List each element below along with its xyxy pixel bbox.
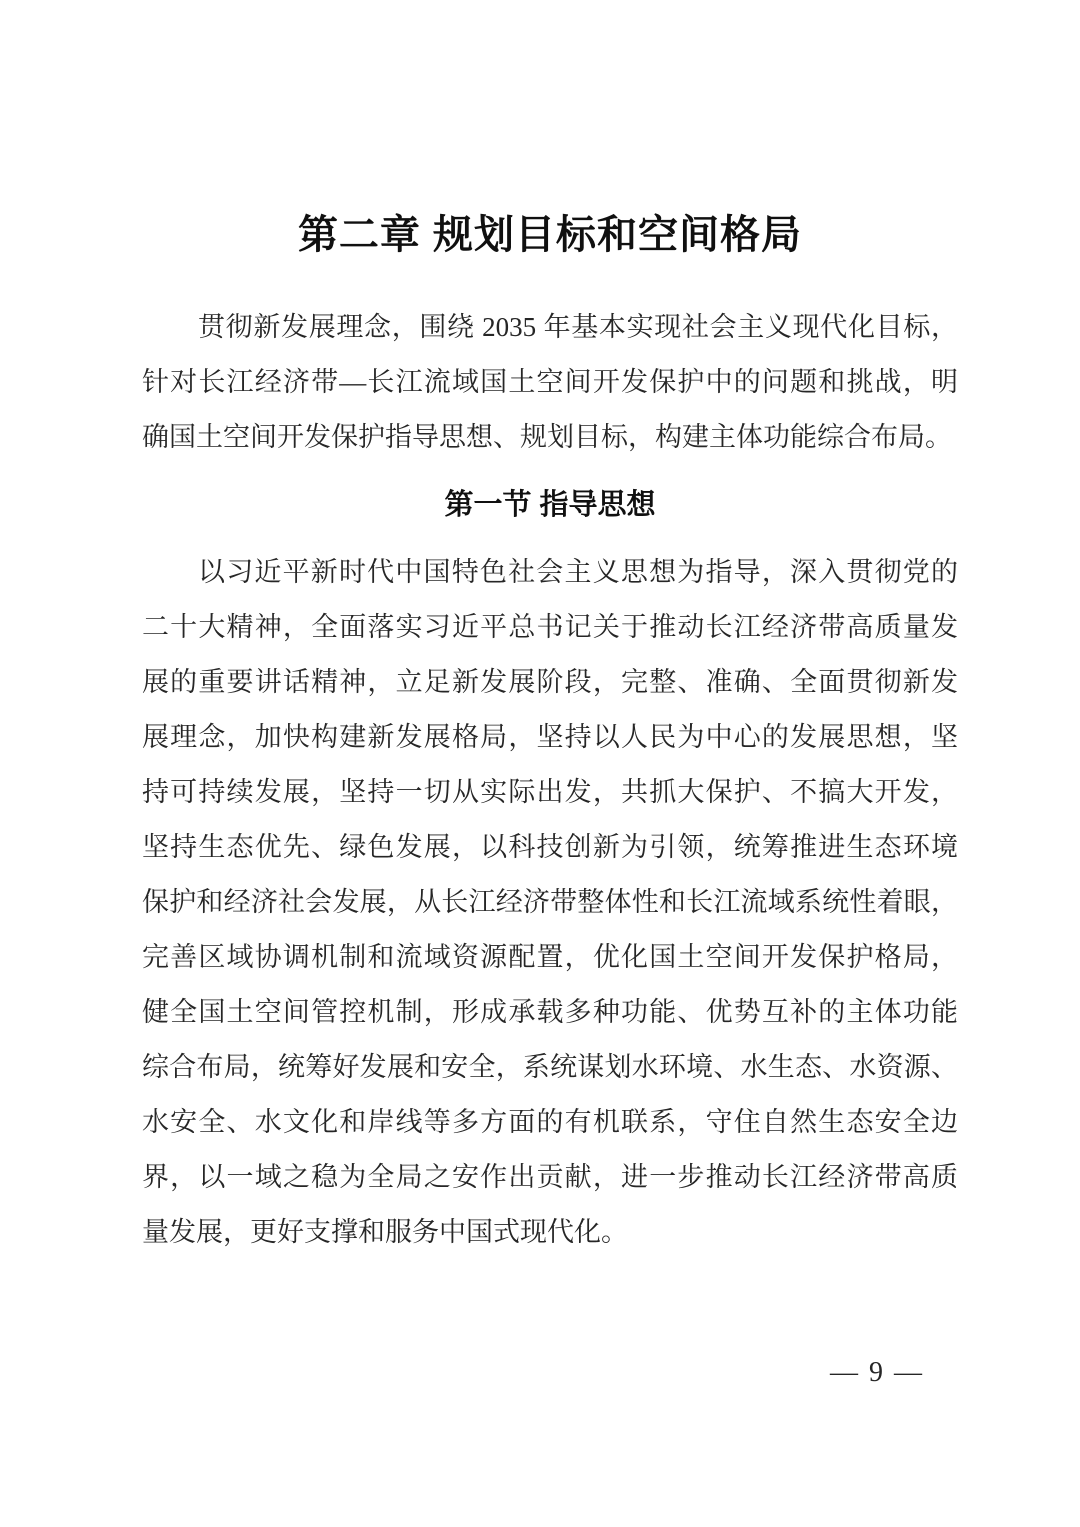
page-content	[142, 0, 958, 1260]
paragraph-line: 综合布局，统筹好发展和安全，系统谋划水环境、水生态、水资源、	[142, 1052, 958, 1082]
page-footer	[142, 1353, 958, 1393]
paragraph-line: 量发展，更好支撑和服务中国式现代化。	[142, 1217, 628, 1247]
paragraph-line: 界，以一域之稳为全局之安作出贡献，进一步推动长江经济带高质	[142, 1162, 958, 1192]
paragraph-line: 展的重要讲话精神，立足新发展阶段，完整、准确、全面贯彻新发	[142, 667, 958, 697]
paragraph-line: 针对长江经济带—长江流域国土空间开发保护中的问题和挑战，明	[142, 367, 958, 397]
page-number: — 9 —	[830, 1357, 922, 1388]
paragraph-line: 以习近平新时代中国特色社会主义思想为指导，深入贯彻党的	[198, 557, 958, 587]
paragraph-line: 保护和经济社会发展，从长江经济带整体性和长江流域系统性着眼，	[142, 887, 958, 917]
paragraph-line: 持可持续发展，坚持一切从实际出发，共抓大保护、不搞大开发，	[142, 777, 958, 807]
guiding-ideology-paragraph	[142, 545, 958, 1260]
intro-paragraph	[142, 300, 958, 465]
paragraph-line: 确国土空间开发保护指导思想、规划目标，构建主体功能综合布局。	[142, 422, 952, 452]
paragraph-line: 健全国土空间管控机制，形成承载多种功能、优势互补的主体功能	[142, 997, 958, 1027]
paragraph-line: 贯彻新发展理念，围绕 2035 年基本实现社会主义现代化目标，	[198, 312, 958, 342]
paragraph-line: 展理念，加快构建新发展格局，坚持以人民为中心的发展思想，坚	[142, 722, 958, 752]
paragraph-line: 二十大精神，全面落实习近平总书记关于推动长江经济带高质量发	[142, 612, 958, 642]
paragraph-line: 坚持生态优先、绿色发展，以科技创新为引领，统筹推进生态环境	[142, 832, 958, 862]
chapter-heading: 第二章 规划目标和空间格局	[297, 213, 803, 257]
paragraph-line: 完善区域协调机制和流域资源配置，优化国土空间开发保护格局，	[142, 942, 958, 972]
paragraph-line: 水安全、水文化和岸线等多方面的有机联系，守住自然生态安全边	[142, 1107, 958, 1137]
section-heading: 第一节 指导思想	[444, 489, 656, 521]
